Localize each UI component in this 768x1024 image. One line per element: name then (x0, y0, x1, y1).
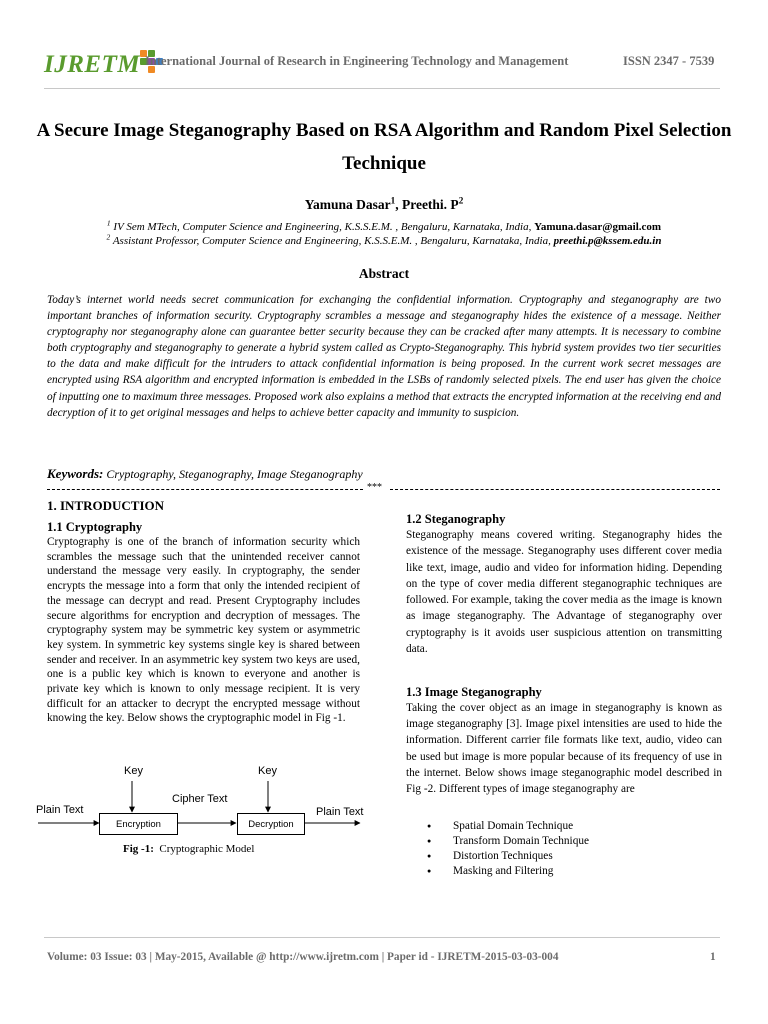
key-left-label: Key (124, 765, 143, 777)
list-item: ● Distortion Techniques (427, 849, 589, 864)
keywords (47, 466, 363, 482)
decryption-box: Decryption (237, 813, 305, 835)
affiliation-1-sup: 1 (106, 218, 111, 228)
author-1-sup: 1 (390, 195, 396, 206)
keywords-text: Cryptography, Steganography, Image Steganography (106, 467, 363, 481)
paper-title: A Secure Image Steganography Based on RSA Algorithm and Random Pixel Selection Technique (36, 120, 732, 174)
separator-line-left (47, 489, 363, 490)
affiliation-1-text: IV Sem MTech, Computer Science and Engineering, K.S.S.E.M. , Bengaluru, Karnataka, India, (110, 221, 535, 233)
crypto-heading: 1.1 Cryptography (47, 520, 143, 534)
author-separator: , (395, 197, 402, 212)
footer-citation: Volume: 03 Issue: 03 | May-2015, Available @ http://www.ijretm.com | Paper id - IJRETM-2015-03-03-004 (47, 951, 559, 963)
image-steganography-paragraph: Taking the cover object as an image in steganography is known as image steganography [3]. Image pixel intensities are used to hide the information. Different carrier file formats like text, audio, video can be used but image is more popular because of its frequency of use in the internet. Below shows image steganographic model described in Fig -2. Different types of image steganography are (406, 702, 722, 796)
abstract-text: Today’s internet world needs secret communication for exchanging the confidential information. Cryptography and steganography are two important branches of information security. Cryptography scrambles a message and steganography hides the existence of a message. Neither cryptography nor steganography alone can guarantee better security because they can be cracked after many attempts. It is necessary to combine both cryptography and steganography to generate a hybrid system called as Crypto-Steganography. This hybrid system provides two tier securities to the data and make difficult for the intruders to attack confidential information is being proposed. In the current work secret messages are encrypted using RSA algorithm and encrypted information is embedded in the LSBs of randomly selected pixels. The end user has given the choice of inputting one to maximum three messages. Proposed work also explains a method that extracts the encrypted information at the receiving end and decryption of it to get original messages and helps to achieve better capacity and immunity to suspicion. (47, 294, 721, 419)
plain-text-out-label: Plain Text (316, 806, 364, 818)
keywords-label: Keywords: (47, 466, 104, 481)
issn: ISSN 2347 - 7539 (623, 54, 715, 68)
abstract-heading: Abstract (358, 266, 410, 281)
journal-name: International Journal of Research in Engineering Technology and Management (145, 54, 569, 68)
image-steganography-heading: 1.3 Image Steganography (406, 685, 542, 699)
encryption-box: Encryption (99, 813, 178, 835)
paper-authors (30, 197, 738, 213)
footer-divider (44, 937, 720, 938)
affiliation-2-text: Assistant Professor, Computer Science and Engineering, K.S.S.E.M. , Bengaluru, Karnataka, India, (110, 235, 554, 247)
affiliation-1 (30, 218, 738, 233)
crypto-paragraph: Cryptography is one of the branch of information security which scrambles the message such that the unintended receiver cannot understand the message very easily. In cryptography, the sender encrypts the message into a form that only the intended recipient of the message can decrypt and read. Present Cryptography includes secure algorithms for encryption and decryption of messages. The cryptography system may be symmetric key system or asymmetric key system. In symmetric key systems single key is shared between sender and receiver. In an asymmetric key system two keys are used, one is a public key which is known to everyone and another is private key which is known to only message recipient. It is very difficult for an attacker to decrypt the encrypted message without knowing the key. Below shows the cryptographic model in Fig -1. (47, 536, 360, 725)
affiliation-1-email: Yamuna.dasar@gmail.com (534, 221, 662, 233)
author-2: Preethi. P (401, 197, 459, 212)
affiliation-2-sup: 2 (106, 232, 111, 242)
cipher-text-label: Cipher Text (172, 793, 228, 805)
author-2-sup: 2 (458, 195, 464, 206)
list-item: ● Transform Domain Technique (427, 834, 589, 849)
header-divider (44, 88, 720, 89)
page-number: 1 (710, 951, 716, 963)
section-separator (47, 482, 720, 496)
separator-line-right (390, 489, 720, 490)
logo-text: IJRETM (44, 51, 141, 78)
key-right-label: Key (258, 765, 277, 777)
steganography-heading: 1.2 Steganography (406, 512, 506, 526)
figure-1-caption-label: Fig -1: (123, 843, 154, 855)
list-item: ● Spatial Domain Technique (427, 819, 589, 834)
author-1: Yamuna Dasar (304, 197, 391, 212)
figure-1-caption-text: Cryptographic Model (153, 843, 255, 855)
intro-heading: 1. INTRODUCTION (47, 498, 165, 513)
affiliation-2 (30, 232, 738, 247)
affiliation-2-email: preethi.p@kssem.edu.in (553, 235, 662, 247)
plain-text-in-label: Plain Text (36, 804, 84, 816)
figure-1-caption (123, 843, 254, 855)
steganography-types-list (427, 819, 589, 879)
list-item: ● Masking and Filtering (427, 864, 589, 879)
steganography-paragraph: Steganography means covered writing. Steganography hides the existence of the message. Steganography uses different cover media like text, image, audio and video for information hiding. Depending on the type of cover media different steganographic techniques are followed. For example, taking the cover media as the image is known as image steganography. The Advantage of steganography over cryptography is it avoids user suspicious attention on transmitting data. (406, 529, 722, 656)
separator-stars: *** (367, 482, 382, 493)
